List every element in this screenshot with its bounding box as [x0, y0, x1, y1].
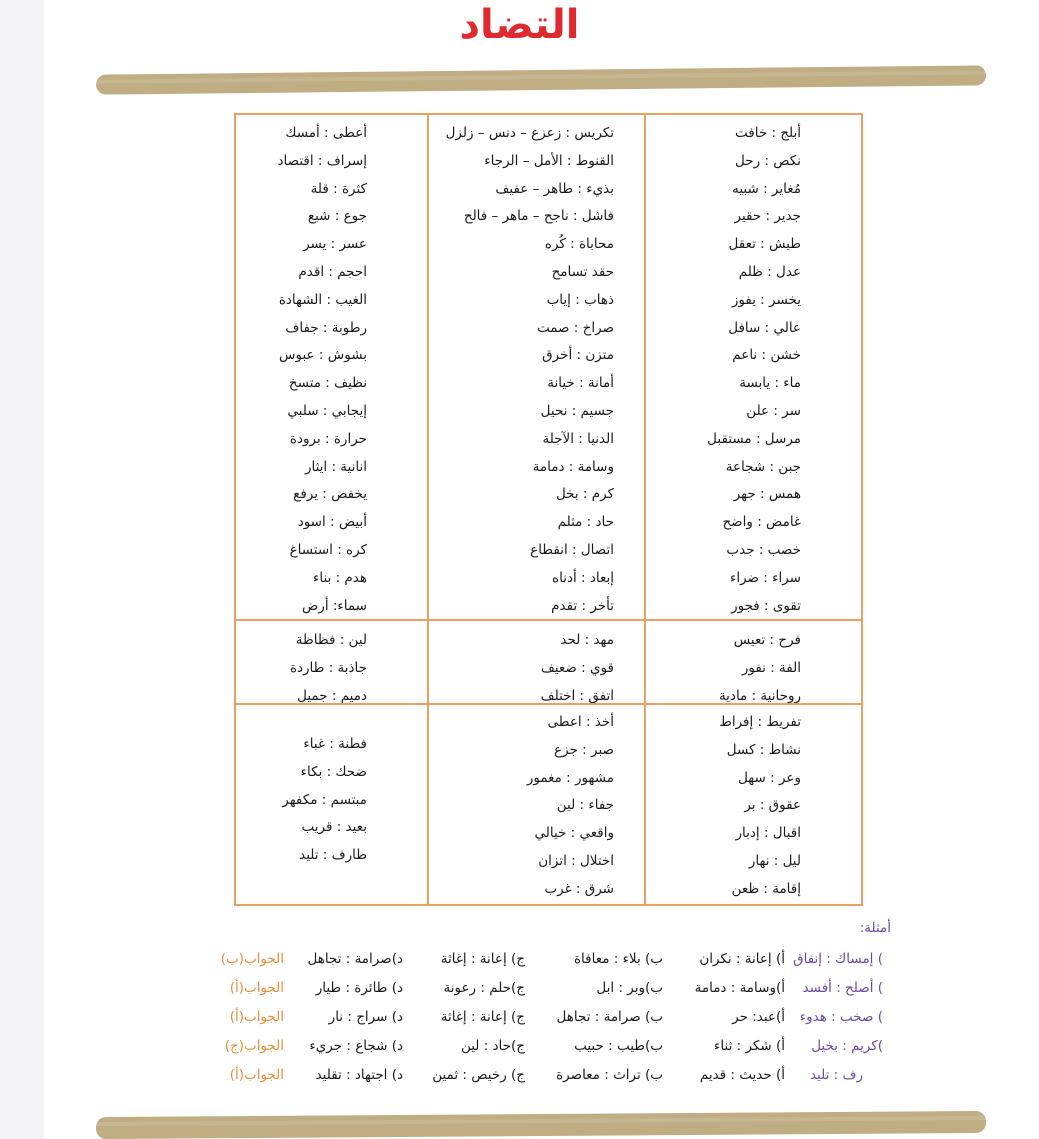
antonym-pair: تأخر : تقدم	[551, 597, 614, 614]
antonym-pair: سر : علن	[746, 403, 801, 419]
example-option-d: د) شجاع : جريء	[309, 1038, 403, 1054]
antonym-pair: قوي : ضعيف	[540, 659, 614, 676]
antonym-pair: نظيف : متسخ	[288, 375, 367, 392]
antonym-pair: صبر : جزع	[554, 741, 614, 758]
antonym-pair: فطنة : غباء	[303, 736, 367, 752]
antonym-pair: فرح : تعيس	[733, 632, 801, 648]
antonym-pair: هدم : بناء	[313, 569, 367, 586]
block1-col-left-cell	[234, 113, 429, 621]
antonym-pair: احجم : اقدم	[298, 264, 367, 280]
example-option-c: ج)حلم : رعونة	[443, 980, 525, 996]
example-option-b: ب)طيب : حبيب	[574, 1038, 663, 1054]
antonym-pair: أبيض : اسود	[297, 514, 367, 531]
example-option-d: د) طائرة : طيار	[315, 980, 403, 996]
antonym-pair: مُغاير : شبيه	[732, 180, 801, 197]
antonym-pair: كرم : بخل	[555, 486, 614, 503]
antonym-pair: رطوبة : جفاف	[285, 319, 367, 336]
example-option-a: أ)وسامة : دمامة	[694, 980, 785, 996]
antonym-pair: طيش : تعقل	[728, 236, 801, 253]
antonym-pair: اختلال : اتزان	[538, 853, 614, 869]
antonym-pair: ماء : يابسة	[739, 375, 801, 392]
antonym-pair: أعطى : أمسك	[285, 125, 367, 141]
block1-col-middle-cell	[427, 113, 646, 621]
antonym-pair: إبعاد : أدناه	[552, 569, 614, 586]
block2-col-left-cell	[234, 619, 429, 705]
antonym-pair: بعيد : قريب	[301, 819, 367, 836]
antonym-pair: متزن : أخرق	[542, 347, 614, 364]
antonym-pair: جبن : شجاعة	[725, 458, 801, 475]
antonym-pair: عدل : ظلم	[738, 264, 801, 280]
antonym-pair: سراء : ضراء	[729, 569, 801, 586]
example-option-d: د)صرامة : تجاهل	[307, 951, 403, 967]
antonym-pair: تكريس : زعزع – دنس – زلزل	[445, 125, 614, 141]
example-question: رف : تليد	[809, 1067, 863, 1083]
antonym-pair: يخفض : يرفع	[293, 486, 367, 503]
antonym-pair: مشهور : مغمور	[526, 769, 614, 786]
antonym-pair: اقبال : إدبار	[735, 825, 801, 842]
page-title: التضاد	[459, 2, 580, 48]
antonym-pair: طارف : تليد	[299, 847, 367, 864]
antonym-pair: نكص : رحل	[735, 152, 801, 169]
example-option-b: ب)وبر : ابل	[596, 980, 663, 996]
example-option-b: ب) تراث : معاصرة	[556, 1067, 663, 1083]
block3-col-right-cell	[644, 703, 863, 906]
example-answer: الجواب(ب)	[220, 951, 284, 967]
antonym-pair: فاشل : ناجح – ماهر – فالح	[463, 208, 614, 225]
antonyms-table	[234, 113, 863, 906]
examples-heading: أمثلة:	[859, 920, 891, 936]
antonym-pair: جوع : شبع	[307, 208, 367, 225]
example-option-d: د) سراج : نار	[328, 1009, 403, 1025]
antonym-pair: بشوش : عبوس	[279, 347, 367, 364]
antonym-pair: محاباة : كُره	[544, 236, 614, 253]
antonym-pair: إيجابي : سلبي	[287, 403, 367, 419]
example-option-d: د) اجتهاد : تقليد	[315, 1067, 403, 1083]
example-row	[180, 1035, 895, 1057]
antonym-pair: ليل : نهار	[748, 853, 801, 869]
antonym-pair: إقامة : ظعن	[731, 880, 801, 897]
example-option-b: ب) صرامة : تجاهل	[556, 1009, 663, 1025]
antonym-pair: تقوى : فجور	[731, 597, 801, 614]
antonym-pair: مهد : لحد	[560, 632, 614, 648]
examples-section	[180, 918, 895, 1098]
antonym-pair: حاد : مثلم	[557, 514, 614, 531]
antonym-pair: الغيب : الشهادة	[278, 291, 367, 308]
antonym-pair: وعر : سهل	[738, 769, 801, 786]
example-question: )كريم : بخيل	[811, 1038, 883, 1054]
antonym-pair: القنوط : الأمل – الرجاء	[484, 152, 614, 169]
antonym-pair: لين : فظاظة	[295, 632, 367, 648]
example-question: ) أصلح : أفسد	[802, 980, 883, 996]
antonym-pair: عسر : يسر	[303, 236, 367, 253]
antonym-pair: مرسل : مستقبل	[707, 430, 801, 447]
example-question: ) إمساك : إنفاق	[793, 951, 883, 967]
example-option-b: ب) بلاء : معافاة	[573, 951, 663, 967]
block3-col-middle-cell	[427, 703, 646, 906]
antonym-pair: أبلج : خافت	[735, 125, 801, 141]
block3-col-left-cell	[234, 703, 429, 906]
antonym-pair: غامض : واضح	[722, 514, 801, 531]
antonym-pair: أمانة : خيانة	[547, 375, 614, 392]
example-option-a: أ) شكر : ثناء	[714, 1038, 785, 1054]
example-row	[180, 1006, 895, 1028]
antonym-pair: الفة : نفور	[741, 659, 801, 676]
antonym-pair: خصب : جدب	[726, 542, 801, 558]
example-answer: الجواب(أ)	[229, 1009, 284, 1025]
example-row	[180, 948, 895, 970]
antonym-pair: سماء: أرض	[301, 597, 367, 614]
antonym-pair: نشاط : كسل	[726, 741, 801, 758]
antonym-pair: ذهاب : إياب	[546, 291, 614, 308]
antonym-pair: ضحك : بكاء	[300, 763, 367, 780]
antonym-pair: أخذ : اعطى	[547, 714, 614, 730]
antonym-pair: اتفق : اختلف	[540, 687, 614, 704]
antonym-pair: جاذبة : طاردة	[289, 659, 367, 676]
antonym-pair: مبتسم : مكفهر	[282, 791, 367, 808]
example-option-a: أ)عبد: حر	[732, 1009, 785, 1025]
antonym-pair: بذيء : طاهر – عفيف	[495, 180, 614, 197]
example-option-c: ج) إعانة : إغاثة	[440, 951, 525, 967]
example-answer: الجواب(ج)	[224, 1038, 284, 1054]
block2-col-right-cell	[644, 619, 863, 705]
antonym-pair: عقوق : بر	[744, 797, 801, 814]
block1-col-right-cell	[644, 113, 863, 621]
antonym-pair: كره : استساغ	[289, 542, 367, 558]
example-answer: الجواب(أ)	[229, 980, 284, 996]
antonym-pair: جدير : حقير	[734, 208, 801, 225]
example-option-c: ج) إعانة : إغاثة	[440, 1009, 525, 1025]
antonym-pair: روحانية : مادية	[718, 687, 801, 704]
antonym-pair: همس : جهر	[733, 486, 801, 503]
example-option-c: ج) رخيص : ثمين	[432, 1067, 525, 1083]
example-question: ) صخب : هدوء	[799, 1009, 883, 1025]
antonym-pair: يخسر : يفوز	[731, 291, 801, 308]
antonym-pair: كثرة : قلة	[310, 180, 367, 197]
example-answer: الجواب(أ)	[229, 1067, 284, 1083]
antonym-pair: واقعي : خيالي	[534, 825, 614, 842]
antonym-pair: عالي : سافل	[728, 319, 801, 336]
antonym-pair: الدنيا : الآجلة	[542, 430, 614, 447]
antonym-pair: شرق : غرب	[544, 880, 614, 897]
antonym-pair: حقد تسامح	[551, 264, 614, 280]
antonym-pair: وسامة : دمامة	[532, 458, 614, 475]
antonym-pair: صراخ : صمت	[536, 319, 614, 336]
antonym-pair: انانية : ايثار	[304, 458, 367, 475]
antonym-pair: تفريط : إفراط	[719, 714, 801, 730]
example-row	[180, 1064, 895, 1086]
antonym-pair: خشن : ناعم	[732, 347, 801, 364]
antonym-pair: حرارة : برودة	[289, 430, 367, 447]
antonym-pair: جسيم : نحيل	[540, 403, 614, 419]
antonym-pair: إسراف : اقتصاد	[277, 152, 367, 169]
example-option-a: أ) إعانة : نكران	[699, 951, 785, 967]
antonym-pair: دميم : جميل	[297, 687, 367, 704]
example-row	[180, 977, 895, 999]
antonym-pair: اتصال : انقطاع	[530, 542, 614, 558]
block2-col-middle-cell	[427, 619, 646, 705]
antonym-pair: جفاء : لين	[556, 797, 614, 814]
example-option-a: أ) حديث : قديم	[699, 1067, 785, 1083]
example-option-c: ج)حاد : لين	[460, 1038, 525, 1054]
